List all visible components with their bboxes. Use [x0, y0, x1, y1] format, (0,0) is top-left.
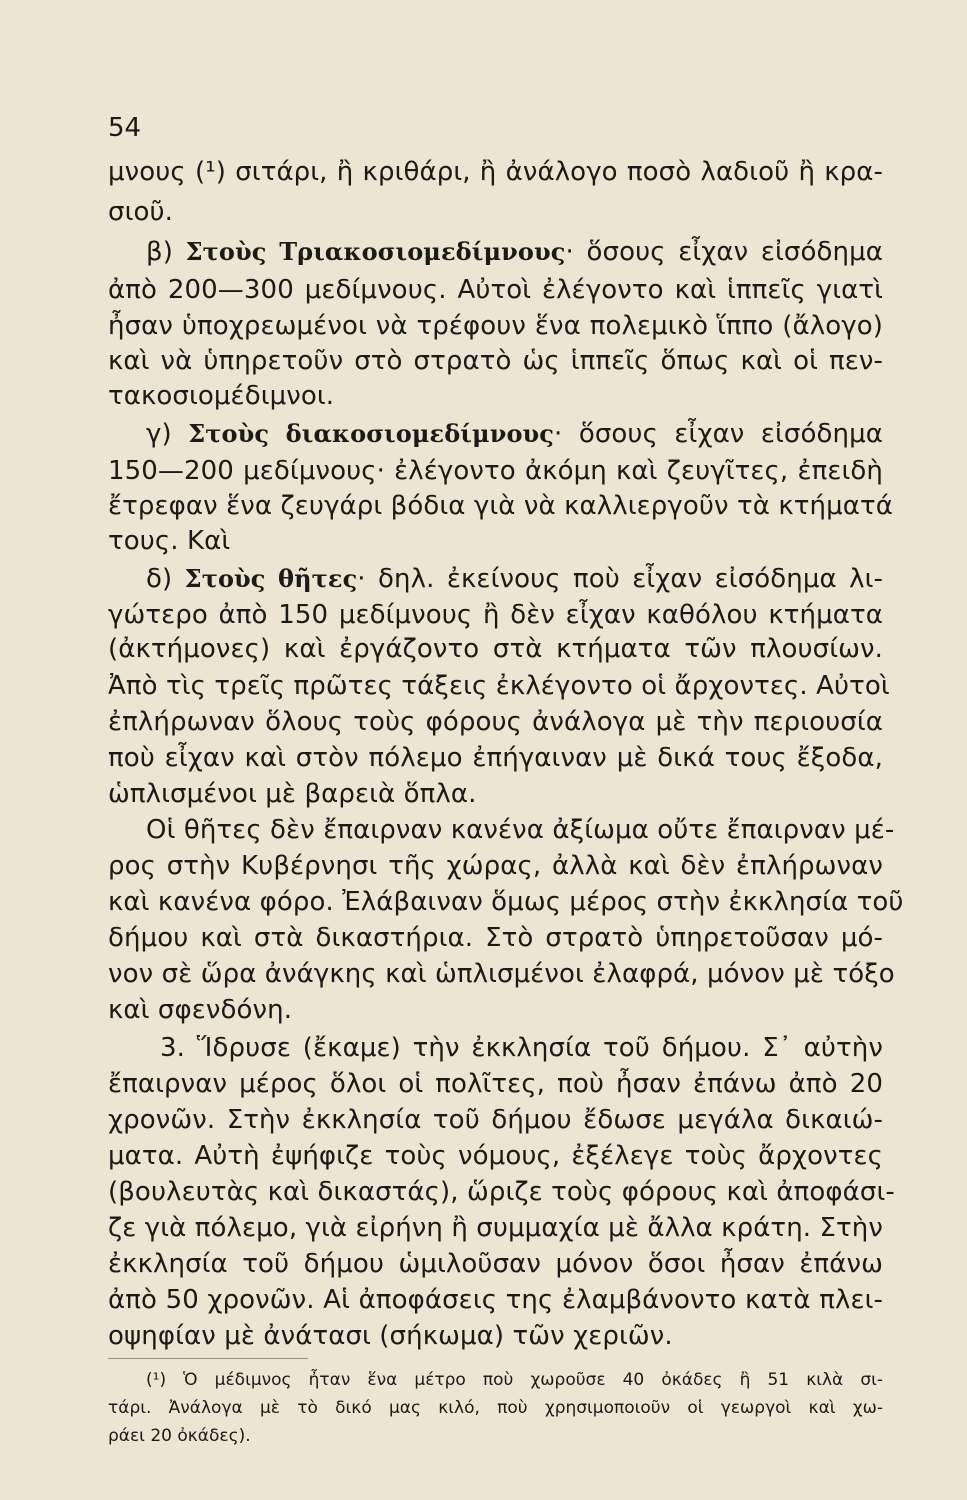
- text-line: χρονῶν. Στὴν ἐκκλησία τοῦ δήμου ἔδωσε μεγάλα δικαιώ-: [108, 1105, 883, 1135]
- text-line: ἀπὸ 50 χρονῶν. Αἱ ἀποφάσεις της ἐλαμβάνοντο κατὰ πλει-: [108, 1285, 883, 1315]
- class-heading: Στοὺς θῆτες: [184, 564, 358, 593]
- text-line: 3. Ἵδρυσε (ἔκαμε) τὴν ἐκκλησία τοῦ δήμου. Σ᾿ αὐτὴν: [160, 1033, 883, 1063]
- list-marker: γ): [146, 419, 189, 449]
- text-line: [146, 236, 883, 268]
- text-fragment: · ὅσους εἶχαν εἰσόδημα: [554, 419, 883, 449]
- footnote-line: (¹) Ὁ μέδιμνος ἦταν ἕνα μέτρο ποὺ χωροῦσε 40 ὀκάδες ἢ 51 κιλὰ σι-: [146, 1370, 883, 1390]
- text-fragment: · ὅσους εἶχαν εἰσόδημα: [565, 237, 883, 267]
- text-line: 150—200 μεδίμνους· ἐλέγοντο ἀκόμη καὶ ζευγῖτες, ἐπειδὴ: [108, 456, 883, 486]
- text-line: ματα. Αὐτὴ ἐψήφιζε τοὺς νόμους, ἐξέλεγε τοὺς ἄρχοντες: [108, 1141, 883, 1171]
- text-line: δήμου καὶ στὰ δικαστήρια. Στὸ στρατὸ ὑπηρετοῦσαν μό-: [108, 923, 883, 953]
- text-line: σιοῦ.: [108, 197, 173, 227]
- footnote-divider: [108, 1358, 308, 1359]
- text-line: ἔτρεφαν ἕνα ζευγάρι βόδια γιὰ νὰ καλλιεργοῦν τὰ κτήματά: [108, 491, 893, 521]
- text-fragment: · δηλ. ἐκείνους ποὺ εἶχαν εἰσόδημα λι-: [357, 564, 883, 594]
- text-line: γώτερο ἀπὸ 150 μεδίμνους ἢ δὲν εἶχαν καθόλου κτήματα: [108, 600, 883, 630]
- text-line: ποὺ εἶχαν καὶ στὸν πόλεμο ἐπήγαιναν μὲ δικά τους ἔξοδα,: [108, 743, 883, 773]
- text-line: [146, 563, 883, 595]
- list-marker: δ): [146, 564, 185, 594]
- text-line: ἀπὸ 200—300 μεδίμνους. Αὐτοὶ ἐλέγοντο καὶ ἱππεῖς γιατὶ: [108, 275, 883, 305]
- footnote-line: ράει 20 ὀκάδες).: [108, 1426, 251, 1446]
- text-line: Οἱ θῆτες δὲν ἔπαιρναν κανένα ἀξίωμα οὔτε ἔπαιρναν μέ-: [146, 815, 895, 845]
- text-line: νον σὲ ὥρα ἀνάγκης καὶ ὡπλισμένοι ἐλαφρά, μόνον μὲ τόξο: [108, 959, 895, 989]
- text-line: [146, 418, 883, 450]
- text-line: τους. Καὶ: [108, 526, 231, 556]
- class-heading: Στοὺς Τριακοσιομεδίμνους: [185, 237, 566, 266]
- text-line: ἦσαν ὑποχρεωμένοι νὰ τρέφουν ἕνα πολεμικὸ ἵππο (ἄλογο): [108, 311, 883, 341]
- text-line: ὡπλισμένοι μὲ βαρειὰ ὅπλα.: [108, 779, 477, 809]
- text-line: καὶ κανένα φόρο. Ἐλάβαιναν ὅμως μέρος στὴν ἐκκλησία τοῦ: [108, 887, 904, 917]
- text-line: ἐκκλησία τοῦ δήμου ὡμιλοῦσαν μόνον ὅσοι ἦσαν ἐπάνω: [108, 1249, 883, 1279]
- page-number: 54: [108, 113, 142, 143]
- text-line: καὶ νὰ ὑπηρετοῦν στὸ στρατὸ ὡς ἱππεῖς ὅπως καὶ οἱ πεν-: [108, 346, 883, 376]
- text-line: (βουλευτὰς καὶ δικαστάς), ὥριζε τοὺς φόρους καὶ ἀποφάσι-: [108, 1177, 895, 1207]
- text-line: τακοσιομέδιμνοι.: [108, 381, 335, 411]
- class-heading: Στοὺς διακοσιομεδίμνους: [188, 419, 555, 448]
- list-marker: β): [146, 237, 186, 267]
- text-line: ἔπαιρναν μέρος ὅλοι οἱ πολῖτες, ποὺ ἦσαν ἐπάνω ἀπὸ 20: [108, 1069, 883, 1099]
- text-line: (ἀκτήμονες) καὶ ἐργάζοντο στὰ κτήματα τῶν πλουσίων.: [108, 634, 883, 664]
- text-line: ρος στὴν Κυβέρνησι τῆς χώρας, ἀλλὰ καὶ δὲν ἐπλήρωναν: [108, 851, 883, 881]
- text-line: καὶ σφενδόνη.: [108, 995, 293, 1025]
- text-line: Ἀπὸ τὶς τρεῖς πρῶτες τάξεις ἐκλέγοντο οἱ ἄρχοντες. Αὐτοὶ: [108, 671, 890, 701]
- footnote-line: τάρι. Ἀνάλογα μὲ τὸ δικό μας κιλό, ποὺ χρησιμοποιοῦν οἱ γεωργοὶ καὶ χω-: [108, 1398, 883, 1418]
- text-line: μνους (¹) σιτάρι, ἢ κριθάρι, ἢ ἀνάλογο ποσὸ λαδιοῦ ἢ κρα-: [108, 157, 883, 187]
- text-line: οψηφίαν μὲ ἀνάτασι (σήκωμα) τῶν χεριῶν.: [108, 1321, 673, 1351]
- text-line: ζε γιὰ πόλεμο, γιὰ εἰρήνη ἢ συμμαχία μὲ ἄλλα κράτη. Στὴν: [108, 1213, 883, 1243]
- text-line: ἐπλήρωναν ὅλους τοὺς φόρους ἀνάλογα μὲ τὴν περιουσία: [108, 707, 883, 737]
